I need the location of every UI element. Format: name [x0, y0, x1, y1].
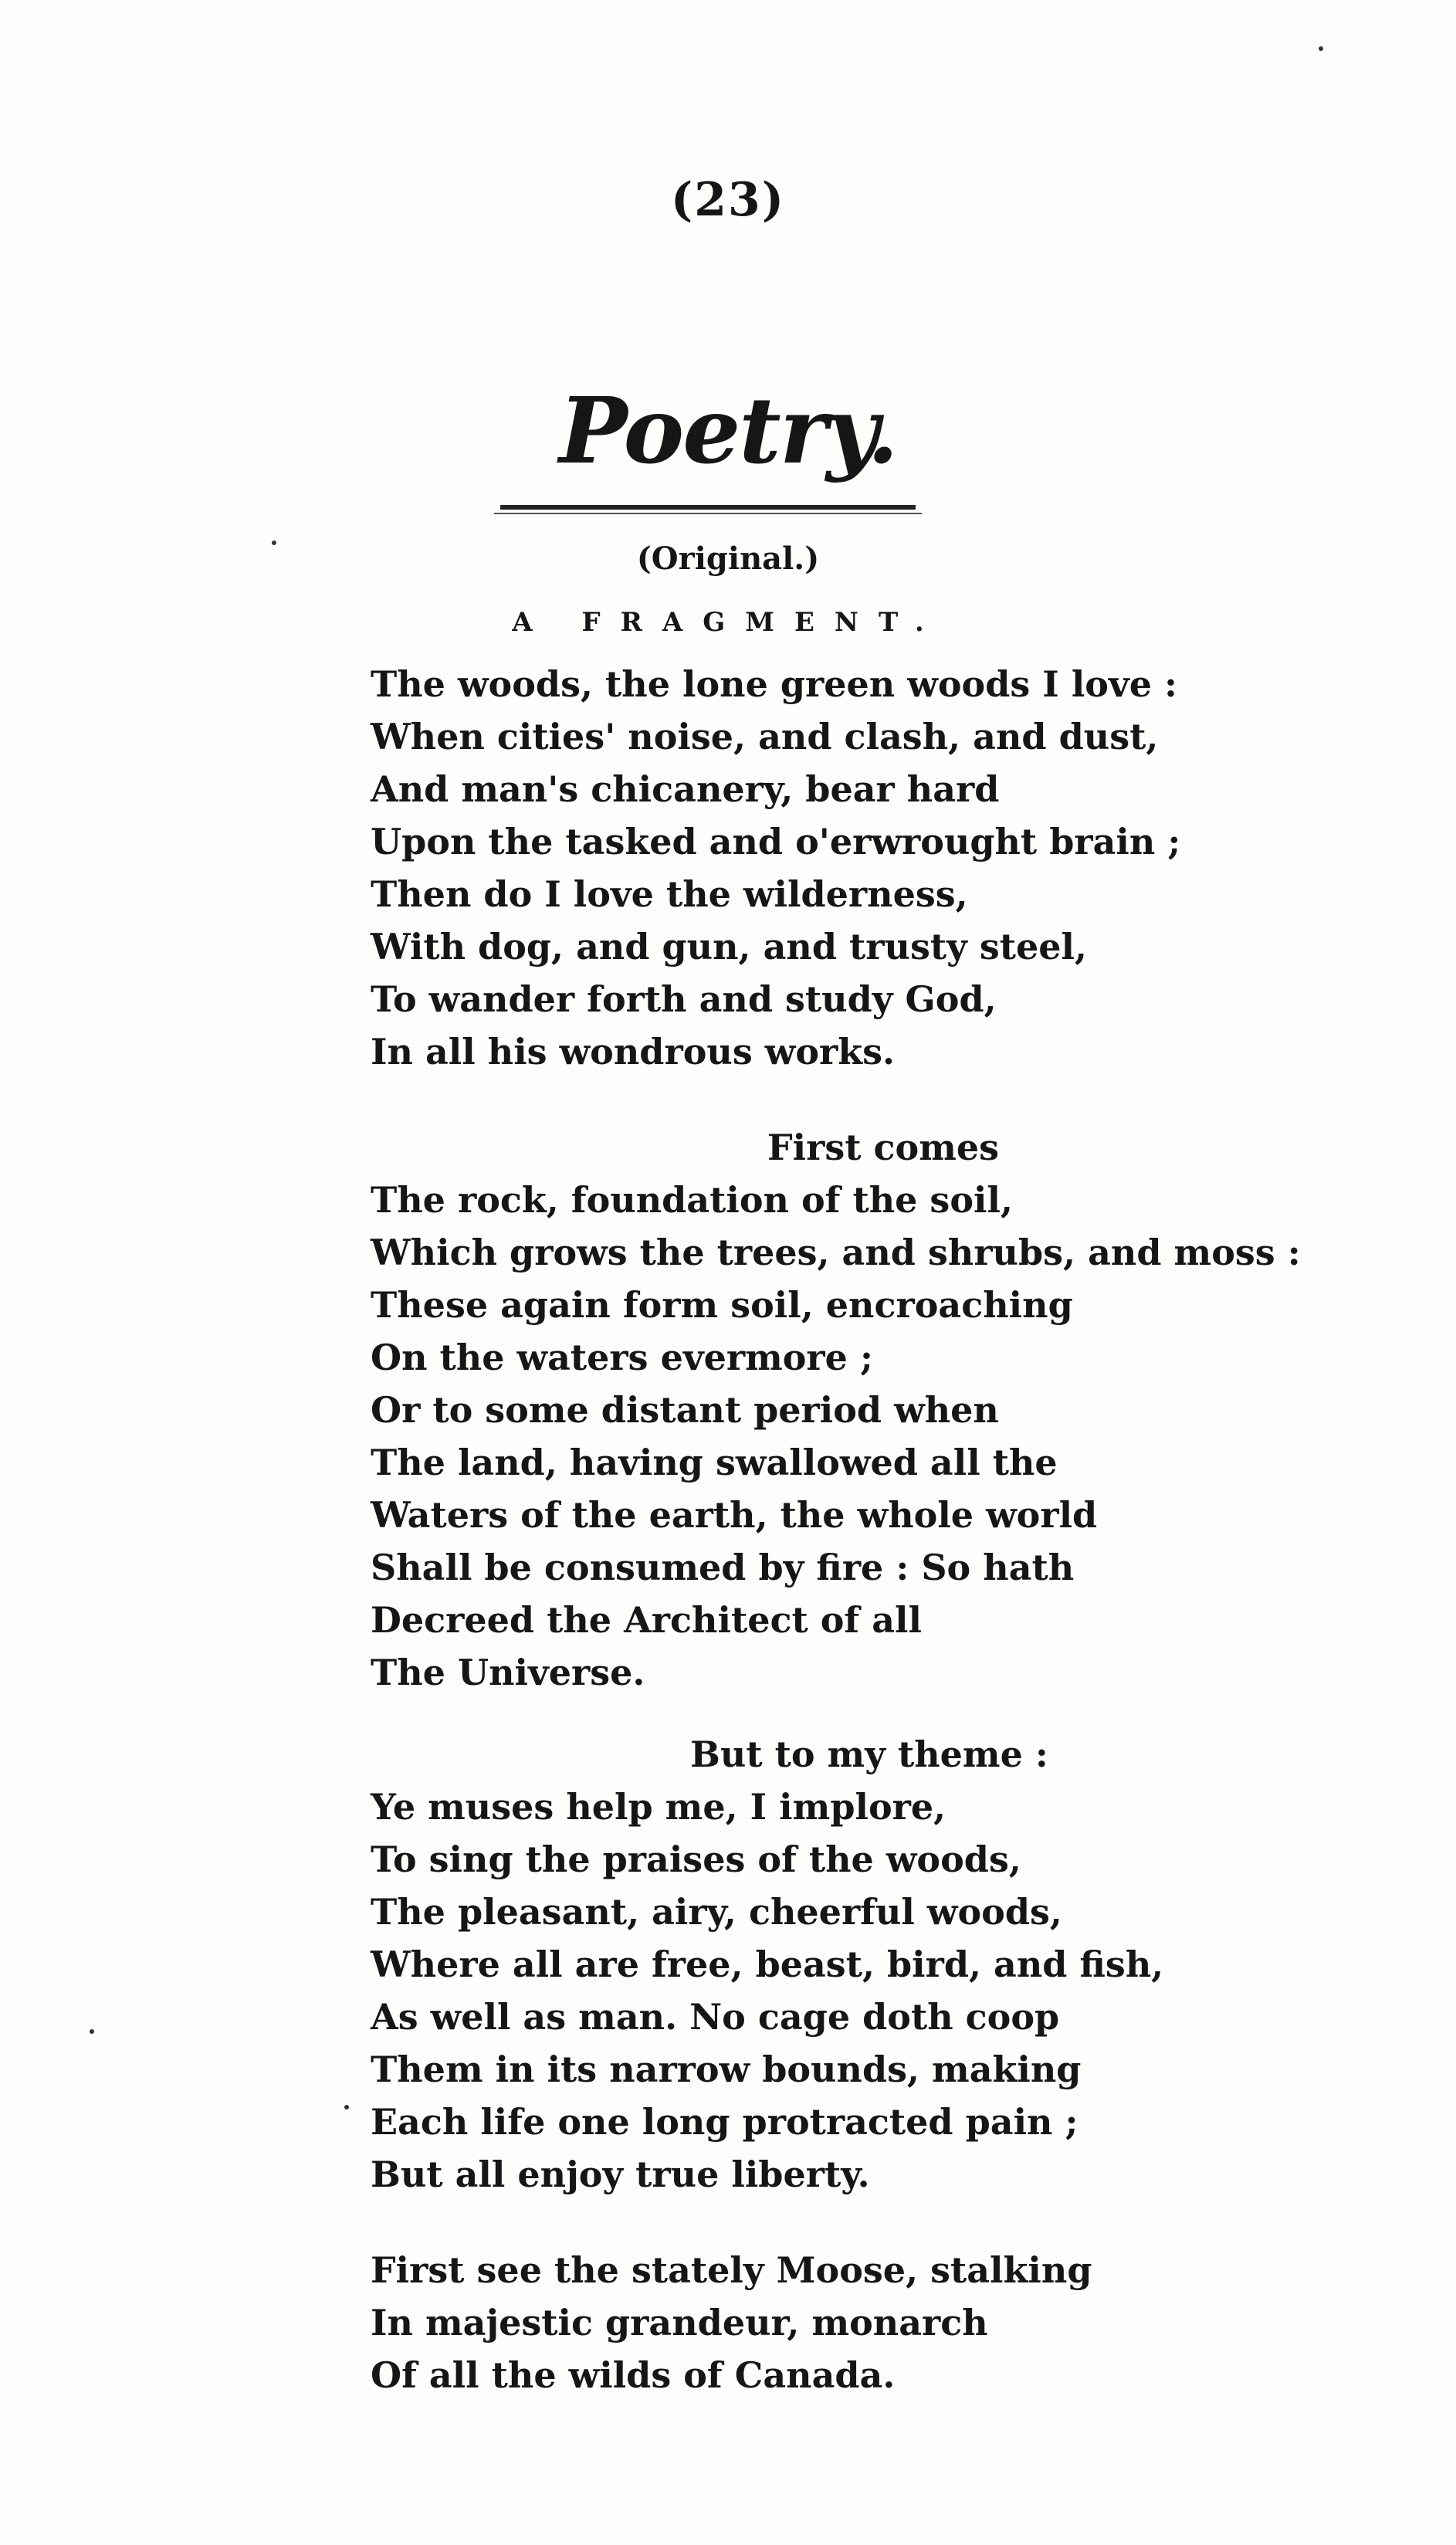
stanza-4 — [371, 2244, 1092, 2401]
poem-line: To sing the praises of the woods, — [371, 1838, 1021, 1880]
heading-rule-thin — [494, 513, 922, 514]
poem-line: Then do I love the wilderness, — [371, 873, 968, 915]
poem-line: In all his wondrous works. — [371, 1031, 896, 1073]
poem-line: In majestic grandeur, monarch — [371, 2302, 988, 2343]
source-note: (Original.) — [636, 541, 820, 577]
poem-line: Decreed the Architect of all — [371, 1599, 922, 1641]
paper-speck — [344, 2105, 349, 2110]
poem-line: On the waters evermore ; — [371, 1337, 873, 1378]
poem-line: The rock, foundation of the soil, — [371, 1179, 1013, 1221]
poem-line: Upon the tasked and o'erwrought brain ; — [371, 821, 1181, 862]
page-number: (23) — [670, 173, 786, 227]
poem-line: Where all are free, beast, bird, and fish, — [371, 1943, 1164, 1985]
poem-line: When cities' noise, and clash, and dust, — [371, 716, 1159, 757]
poem-line: With dog, and gun, and trusty steel, — [371, 926, 1087, 968]
poem-line: To wander forth and study God, — [371, 978, 997, 1020]
stanza-2 — [371, 1121, 1301, 1699]
poem-line: Waters of the earth, the whole world — [371, 1494, 1098, 1536]
poem-line: Of all the wilds of Canada. — [371, 2354, 896, 2396]
poem-line: Which grows the trees, and shrubs, and moss : — [371, 1232, 1301, 1273]
poem-line: The Universe. — [371, 1652, 645, 1693]
section-heading: Poetry. — [558, 377, 898, 484]
heading-rule — [500, 505, 916, 510]
poem-line: As well as man. No cage doth coop — [371, 1996, 1060, 2038]
poem-line: These again form soil, encroaching — [371, 1284, 1073, 1326]
poem-title: A FRAGMENT. — [512, 607, 944, 638]
poem-line: The woods, the lone green woods I love : — [371, 663, 1177, 705]
paper-speck — [1319, 46, 1323, 51]
poem-line-indented: First comes — [767, 1127, 1000, 1168]
poem-line-indented: But to my theme : — [690, 1733, 1048, 1775]
poem-line: The land, having swallowed all the — [371, 1442, 1058, 1483]
poem-line: Shall be consumed by fire : So hath — [371, 1547, 1075, 1588]
stanza-1 — [371, 658, 1180, 1078]
poem-line: Them in its narrow bounds, making — [371, 2049, 1082, 2090]
poem-line: The pleasant, airy, cheerful woods, — [371, 1891, 1062, 1933]
poem-line: And man's chicanery, bear hard — [371, 768, 1000, 810]
paper-speck — [90, 2029, 94, 2034]
paper-speck — [272, 541, 276, 545]
poem-line: But all enjoy true liberty. — [371, 2154, 870, 2195]
poem-line: Or to some distant period when — [371, 1389, 999, 1431]
poem-line: Each life one long protracted pain ; — [371, 2101, 1078, 2143]
stanza-3 — [371, 1728, 1163, 2201]
poem-line: Ye muses help me, I implore, — [371, 1786, 946, 1828]
poem-line: First see the stately Moose, stalking — [371, 2249, 1092, 2291]
